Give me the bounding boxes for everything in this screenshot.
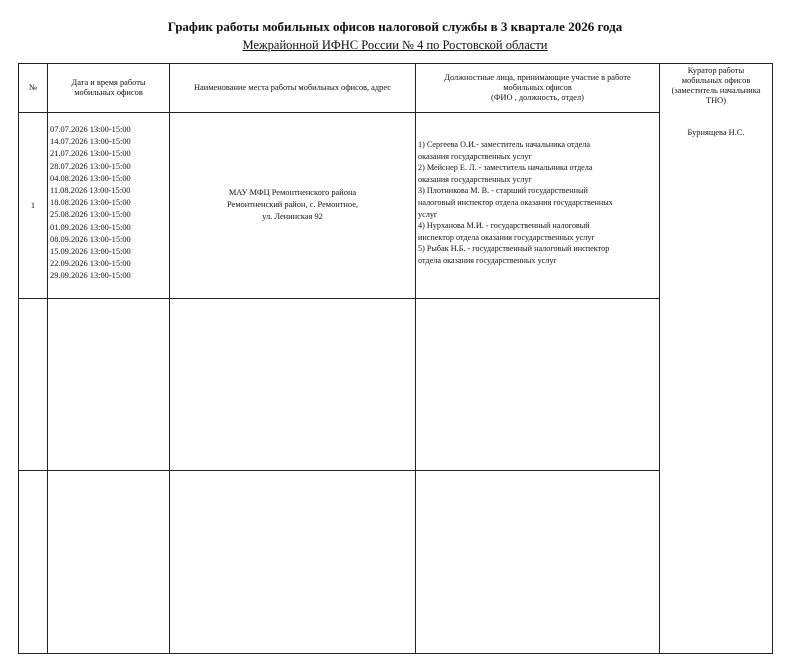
place-line: ул. Ленинская 92 xyxy=(262,212,323,222)
staff-line: услуг xyxy=(418,209,438,219)
header-number-label: № xyxy=(29,83,37,92)
staff-line: 1) Сергеева О.И.- заместитель начальника отдела xyxy=(418,140,590,149)
staff-line: 3) Плотникова М. В. - старший государственный xyxy=(418,186,588,196)
date-entry: 11.08.2026 13:00-15:00 xyxy=(50,186,131,196)
date-entry: 22.09.2026 13:00-15:00 xyxy=(50,259,131,269)
header-dates-line: Дата и время работы xyxy=(71,78,146,87)
staff-line: отдела оказания государственных услуг xyxy=(418,255,557,265)
table-row-divider xyxy=(18,470,660,471)
header-dates xyxy=(48,64,169,112)
staff-line: 4) Нурханова М.И. - государственный налоговый xyxy=(418,221,590,231)
header-place-label: Наименование места работы мобильных офисов, адрес xyxy=(194,83,391,92)
header-staff xyxy=(416,73,659,111)
date-entry: 04.08.2026 13:00-15:00 xyxy=(50,173,131,183)
date-entry: 28.07.2026 13:00-15:00 xyxy=(50,161,131,171)
place-line: Ремонтненский район, с. Ремонтное, xyxy=(226,200,359,210)
row-number: 1 xyxy=(30,201,36,210)
document-subtitle xyxy=(0,37,790,53)
header-staff-line: мобильных офисов xyxy=(503,83,572,92)
staff-line: 5) Рыбак Н.Б. - государственный налоговый инспектор xyxy=(418,244,610,254)
header-curator-line: ТНО) xyxy=(705,96,726,105)
column-divider xyxy=(169,63,170,654)
staff-line: оказания государственных услуг xyxy=(418,174,532,184)
document-title: График работы мобильных офисов налоговой службы в 3 квартале 2026 года xyxy=(167,19,623,34)
document-subtitle-text: Межрайонной ИФНС России № 4 по Ростовской области xyxy=(242,38,548,52)
date-entry: 07.07.2026 13:00-15:00 xyxy=(50,125,131,134)
header-dates-line: мобильных офисов xyxy=(74,88,143,97)
date-entry: 01.09.2026 13:00-15:00 xyxy=(50,222,131,232)
header-curator-line: мобильных офисов xyxy=(681,76,751,85)
date-entry: 21.07.2026 13:00-15:00 xyxy=(50,149,131,159)
column-divider xyxy=(659,63,660,654)
header-staff-line: Должностные лица, принимающие участие в работе xyxy=(444,73,631,82)
place-line: МАУ МФЦ Ремонтненского района xyxy=(228,188,357,197)
table-header-divider xyxy=(18,112,660,113)
column-divider xyxy=(415,63,416,654)
header-number xyxy=(19,64,47,112)
table-row-divider xyxy=(18,298,660,299)
header-curator-line: (заместитель начальника xyxy=(671,86,761,95)
staff-line: инспектор отдела оказания государственных услуг xyxy=(418,232,595,242)
header-curator-line: Куратор работы xyxy=(687,66,745,75)
staff-list xyxy=(418,139,613,267)
date-entry: 14.07.2026 13:00-15:00 xyxy=(50,137,131,147)
date-entry: 18.08.2026 13:00-15:00 xyxy=(50,198,131,208)
header-place xyxy=(170,64,415,112)
date-entry: 29.09.2026 13:00-15:00 xyxy=(50,271,131,281)
table-border-right xyxy=(772,63,773,654)
date-entry: 15.09.2026 13:00-15:00 xyxy=(50,247,131,257)
date-entry: 25.08.2026 13:00-15:00 xyxy=(50,210,131,220)
staff-line: оказания государственных услуг xyxy=(418,151,532,161)
column-divider xyxy=(47,63,48,654)
staff-line: налоговый инспектор отдела оказания государственных xyxy=(418,197,613,207)
table-border-left xyxy=(18,63,19,654)
header-staff-line: (ФИО , должность, отдел) xyxy=(491,93,584,102)
curator-name: Бурнящева Н.С. xyxy=(687,128,745,137)
date-entry: 08.09.2026 13:00-15:00 xyxy=(50,234,131,244)
place-address xyxy=(170,187,415,224)
header-curator xyxy=(660,66,772,112)
dates-list xyxy=(50,124,131,283)
staff-line: 2) Мейснер Е. Л. - заместитель начальника отдела xyxy=(418,163,593,173)
